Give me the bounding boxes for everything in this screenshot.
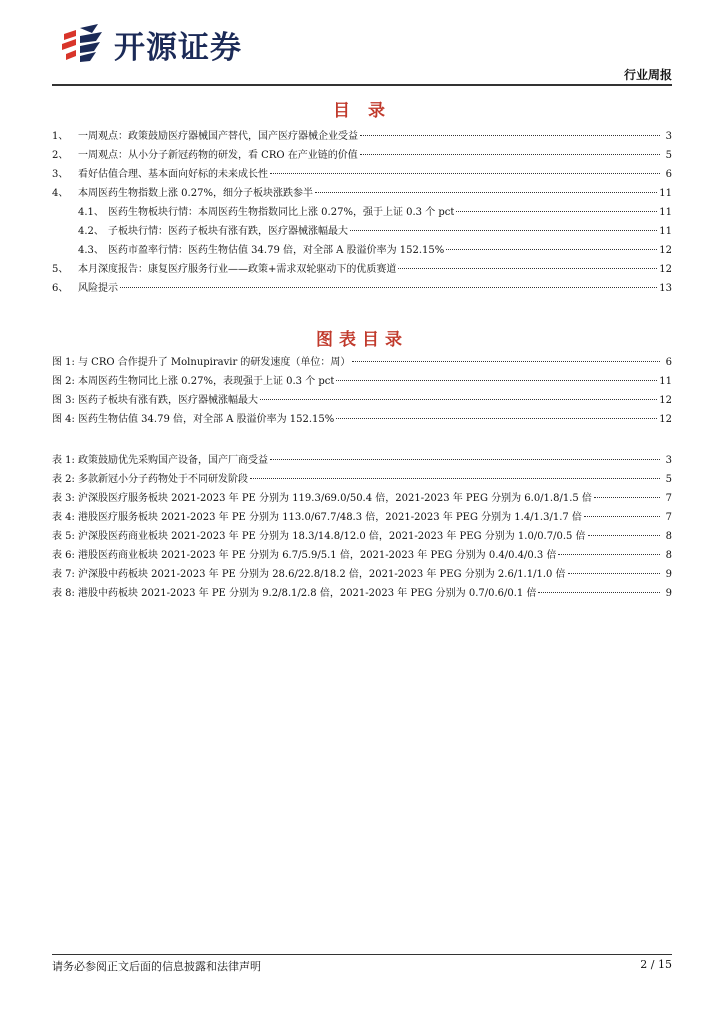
toc-entry[interactable] [52, 165, 672, 184]
toc-entry[interactable] [52, 260, 672, 279]
entry-text: 港股中药板块 2021-2023 年 PE 分别为 9.2/8.1/2.8 倍，2021-2023 年 PEG 分别为 0.7/0.6/0.1 倍 [78, 588, 537, 599]
entry-text: 与 CRO 合作提升了 Molnupiravir 的研发速度（单位：周） [78, 357, 351, 368]
entry-page: 6 [665, 169, 672, 180]
entry-text: 本月深度报告：康复医疗服务行业——政策+需求双轮驱动下的优质赛道 [78, 264, 397, 275]
logo-mark-icon [60, 24, 106, 64]
entry-text: 医药生物估值 34.79 倍，对全部 A 股溢价率为 152.15% [78, 414, 335, 425]
entry-text: 风险提示 [78, 283, 118, 294]
entry-page: 5 [665, 474, 672, 485]
entry-page: 9 [665, 569, 672, 580]
entry-number: 4.2、 [78, 226, 104, 237]
entry-text: 子板块行情：医药子板块有涨有跌，医疗器械涨幅最大 [108, 226, 348, 237]
toc-entry[interactable] [52, 184, 672, 203]
dot-leader [584, 516, 660, 517]
entry-number: 6、 [52, 283, 69, 294]
company-name: 开源证券 [114, 29, 242, 66]
footer-disclaimer: 请务必参阅正文后面的信息披露和法律声明 [52, 960, 261, 973]
entry-number: 表 5: [52, 531, 75, 542]
toc-entry[interactable] [52, 222, 672, 241]
entry-text: 医药生物板块行情：本周医药生物指数同比上涨 0.27%，强于上证 0.3 个 pct [108, 207, 455, 218]
dot-leader [360, 154, 660, 155]
figure-entry[interactable] [52, 372, 672, 391]
entry-number: 2、 [52, 150, 69, 161]
entry-number: 4.1、 [78, 207, 104, 218]
toc-entry[interactable] [52, 279, 672, 298]
figure-entry[interactable] [52, 353, 672, 372]
footer-divider [52, 954, 672, 955]
dot-leader [336, 380, 657, 381]
entry-text: 港股医疗服务板块 2021-2023 年 PE 分别为 113.0/67.7/48.3 倍，2021-2023 年 PEG 分别为 1.4/1.3/1.7 倍 [78, 512, 582, 523]
entry-page: 12 [659, 414, 672, 425]
figures-toc-title: 图表目录 [316, 330, 408, 350]
entry-text: 政策鼓励优先采购国产设备，国产厂商受益 [78, 455, 268, 466]
entry-number: 图 4: [52, 414, 75, 425]
dot-leader [398, 268, 657, 269]
dot-leader [568, 573, 660, 574]
entry-page: 12 [659, 395, 672, 406]
dot-leader [120, 287, 657, 288]
tables-list [52, 451, 672, 603]
toc-entry[interactable] [52, 241, 672, 260]
entry-text: 医药子板块有涨有跌，医疗器械涨幅最大 [78, 395, 258, 406]
entry-number: 图 1: [52, 357, 75, 368]
entry-number: 3、 [52, 169, 69, 180]
dot-leader [270, 459, 660, 460]
entry-number: 4.3、 [78, 245, 104, 256]
dot-leader [250, 478, 660, 479]
entry-page: 9 [665, 588, 672, 599]
dot-leader [446, 249, 657, 250]
entry-page: 7 [665, 512, 672, 523]
toc-entry[interactable] [52, 146, 672, 165]
entry-page: 11 [659, 376, 672, 387]
entry-page: 6 [665, 357, 672, 368]
table-entry[interactable] [52, 508, 672, 527]
figure-entry[interactable] [52, 410, 672, 429]
entry-number: 5、 [52, 264, 69, 275]
entry-text: 一周观点：从小分子新冠药物的研发，看 CRO 在产业链的价值 [78, 150, 358, 161]
table-entry[interactable] [52, 565, 672, 584]
table-entry[interactable] [52, 527, 672, 546]
entry-number: 表 6: [52, 550, 75, 561]
entry-number: 表 7: [52, 569, 75, 580]
dot-leader [538, 592, 660, 593]
entry-page: 3 [665, 131, 672, 142]
entry-text: 看好估值合理、基本面向好标的未来成长性 [78, 169, 268, 180]
entry-number: 4、 [52, 188, 69, 199]
dot-leader [315, 192, 657, 193]
entry-number: 表 8: [52, 588, 75, 599]
entry-number: 表 2: [52, 474, 75, 485]
entry-number: 图 2: [52, 376, 75, 387]
report-type-label: 行业周报 [623, 68, 672, 82]
figure-entry[interactable] [52, 391, 672, 410]
dot-leader [260, 399, 657, 400]
table-entry[interactable] [52, 451, 672, 470]
entry-text: 港股医药商业板块 2021-2023 年 PE 分别为 6.7/5.9/5.1 倍，2021-2023 年 PEG 分别为 0.4/0.4/0.3 倍 [78, 550, 557, 561]
dot-leader [456, 211, 657, 212]
entry-text: 一周观点：政策鼓励医疗器械国产替代，国产医疗器械企业受益 [78, 131, 358, 142]
entry-number: 图 3: [52, 395, 75, 406]
company-logo [60, 24, 242, 64]
entry-text: 本周医药生物同比上涨 0.27%，表现强于上证 0.3 个 pct [78, 376, 335, 387]
dot-leader [336, 418, 657, 419]
entry-page: 11 [659, 226, 672, 237]
entry-page: 11 [659, 188, 672, 199]
page-indicator: 2 / 15 [640, 958, 672, 971]
dot-leader [270, 173, 660, 174]
dot-leader [588, 535, 660, 536]
entry-text: 沪深股医疗服务板块 2021-2023 年 PE 分别为 119.3/69.0/50.4 倍，2021-2023 年 PEG 分别为 6.0/1.8/1.5 倍 [78, 493, 592, 504]
table-entry[interactable] [52, 546, 672, 565]
entry-text: 医药市盈率行情：医药生物估值 34.79 倍，对全部 A 股溢价率为 152.15% [108, 245, 445, 256]
entry-number: 1、 [52, 131, 69, 142]
table-of-contents [52, 127, 672, 298]
entry-page: 12 [659, 264, 672, 275]
entry-page: 8 [665, 531, 672, 542]
entry-page: 11 [659, 207, 672, 218]
entry-page: 5 [665, 150, 672, 161]
table-entry[interactable] [52, 584, 672, 603]
dot-leader [350, 230, 657, 231]
entry-text: 沪深股医药商业板块 2021-2023 年 PE 分别为 18.3/14.8/12.0 倍，2021-2023 年 PEG 分别为 1.0/0.7/0.5 倍 [78, 531, 586, 542]
entry-text: 本周医药生物指数上涨 0.27%，细分子板块涨跌参半 [78, 188, 313, 199]
toc-entry[interactable] [52, 127, 672, 146]
entry-page: 3 [665, 455, 672, 466]
figures-list [52, 353, 672, 429]
entry-number: 表 3: [52, 493, 75, 504]
dot-leader [360, 135, 660, 136]
toc-title: 目 录 [333, 101, 391, 121]
entry-page: 12 [659, 245, 672, 256]
entry-page: 13 [659, 283, 672, 294]
entry-number: 表 4: [52, 512, 75, 523]
entry-text: 沪深股中药板块 2021-2023 年 PE 分别为 28.6/22.8/18.2 倍，2021-2023 年 PEG 分别为 2.6/1.1/1.0 倍 [78, 569, 566, 580]
entry-page: 8 [665, 550, 672, 561]
table-entry[interactable] [52, 470, 672, 489]
header-divider [52, 84, 672, 86]
entry-text: 多款新冠小分子药物处于不同研发阶段 [78, 474, 248, 485]
table-entry[interactable] [52, 489, 672, 508]
dot-leader [352, 361, 660, 362]
entry-number: 表 1: [52, 455, 75, 466]
dot-leader [558, 554, 660, 555]
toc-entry[interactable] [52, 203, 672, 222]
dot-leader [594, 497, 660, 498]
entry-page: 7 [665, 493, 672, 504]
